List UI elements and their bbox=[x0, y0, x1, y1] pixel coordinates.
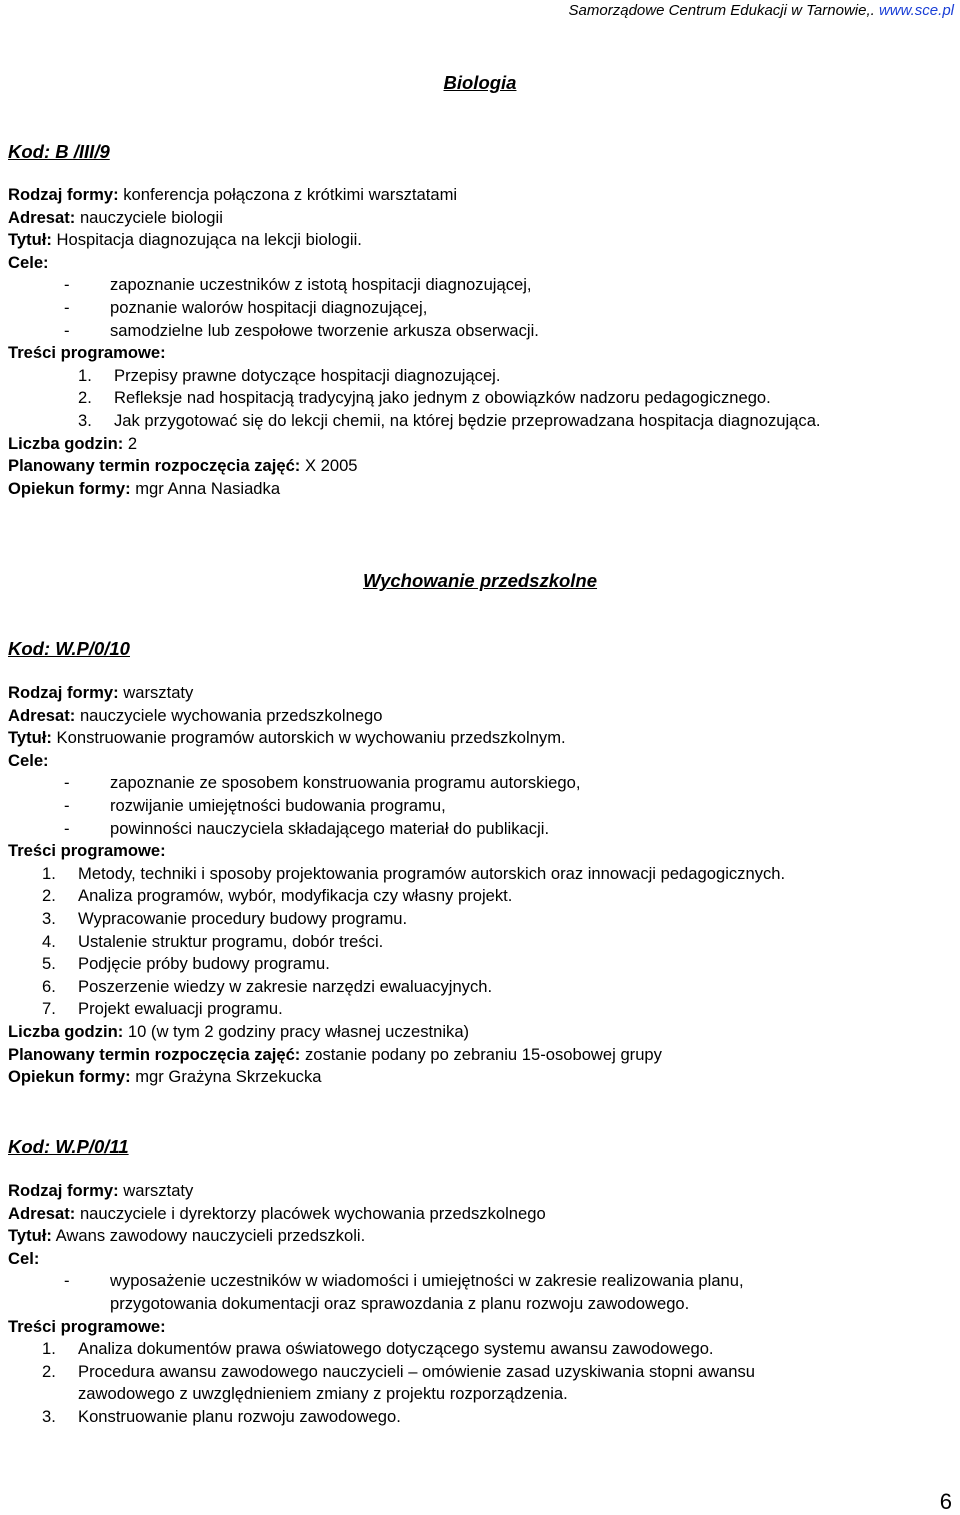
list-item: 3. Jak przygotować się do lekcji chemii, na której będzie przeprowadzana hospitacja diagnozująca. bbox=[78, 410, 821, 430]
section-title-wychowanie: Wychowanie przedszkolne bbox=[362, 570, 598, 591]
course-code: Kod: B /III/9 bbox=[8, 141, 110, 162]
liczba-godzin: Liczba godzin: 10 (w tym 2 godziny pracy własnej uczestnika) bbox=[8, 1021, 470, 1041]
tresci-label: Treści programowe: bbox=[8, 343, 166, 363]
list-item: - zapoznanie uczestników z istotą hospitacji diagnozującej, bbox=[64, 275, 532, 295]
cele-label: Cele: bbox=[8, 750, 49, 770]
running-header bbox=[569, 2, 954, 19]
tresci-list bbox=[8, 1338, 948, 1428]
list-item: 4. Ustalenie struktur programu, dobór treści. bbox=[42, 931, 384, 951]
cele-list bbox=[8, 274, 948, 342]
course-details bbox=[8, 682, 948, 1089]
tresci-label: Treści programowe: bbox=[8, 841, 166, 861]
list-item: 1. Analiza dokumentów prawa oświatowego dotyczącego systemu awansu zawodowego. bbox=[42, 1339, 714, 1359]
rodzaj-formy: Rodzaj formy: warsztaty bbox=[8, 683, 194, 702]
tytul: Tytuł: Konstruowanie programów autorskich w wychowaniu przedszkolnym. bbox=[8, 728, 566, 748]
rodzaj-formy: Rodzaj formy: konferencja połączona z krótkimi warsztatami bbox=[8, 185, 458, 204]
list-item: 3. Wypracowanie procedury budowy programu. bbox=[42, 908, 408, 928]
opiekun-formy: Opiekun formy: mgr Grażyna Skrzekucka bbox=[8, 1067, 322, 1087]
tytul: Tytuł: Hospitacja diagnozująca na lekcji biologii. bbox=[8, 230, 362, 250]
header-link[interactable]: www.sce.pl bbox=[878, 2, 954, 19]
list-item: 7. Projekt ewaluacji programu. bbox=[42, 999, 283, 1019]
list-item: - powinności nauczyciela składającego materiał do publikacji. bbox=[64, 818, 550, 838]
section-title-biologia: Biologia bbox=[443, 72, 517, 93]
list-item: 6. Poszerzenie wiedzy w zakresie narzędzi ewaluacyjnych. bbox=[42, 976, 493, 996]
list-item: - zapoznanie ze sposobem konstruowania programu autorskiego, bbox=[64, 773, 581, 793]
list-item-continuation: zawodowego z uwzględnieniem zmiany z projektu rozporządzenia. bbox=[78, 1384, 568, 1404]
tytul: Tytuł: Awans zawodowy nauczycieli przedszkoli. bbox=[8, 1226, 366, 1246]
course-details bbox=[8, 184, 948, 500]
list-item: 2. Analiza programów, wybór, modyfikacja czy własny projekt. bbox=[42, 886, 513, 906]
list-item: - poznanie walorów hospitacji diagnozującej, bbox=[64, 297, 428, 317]
tresci-label: Treści programowe: bbox=[8, 1316, 166, 1336]
adresat: Adresat: nauczyciele biologii bbox=[8, 207, 223, 227]
planowany-termin: Planowany termin rozpoczęcia zajęć: zostanie podany po zebraniu 15-osobowej grupy bbox=[8, 1044, 662, 1064]
list-item-continuation: przygotowania dokumentacji oraz sprawozdania z planu rozwoju zawodowego. bbox=[110, 1293, 690, 1313]
list-item: - rozwijanie umiejętności budowania programu, bbox=[64, 795, 446, 815]
list-item: 2. Procedura awansu zawodowego nauczycieli – omówienie zasad uzyskiwania stopni awansu bbox=[42, 1361, 756, 1381]
course-details bbox=[8, 1180, 948, 1429]
cele-label: Cele: bbox=[8, 252, 49, 272]
planowany-termin: Planowany termin rozpoczęcia zajęć: X 2005 bbox=[8, 456, 358, 476]
header-text: Samorządowe Centrum Edukacji w Tarnowie,. bbox=[568, 2, 879, 19]
tresci-list bbox=[8, 365, 948, 433]
adresat: Adresat: nauczyciele i dyrektorzy placówek wychowania przedszkolnego bbox=[8, 1203, 546, 1223]
course-code: Kod: W.P/0/11 bbox=[8, 1136, 129, 1157]
cel-list bbox=[8, 1270, 948, 1315]
liczba-godzin: Liczba godzin: 2 bbox=[8, 433, 138, 453]
list-item: 1. Przepisy prawne dotyczące hospitacji diagnozującej. bbox=[78, 365, 501, 385]
rodzaj-formy: Rodzaj formy: warsztaty bbox=[8, 1181, 194, 1200]
list-item: 3. Konstruowanie planu rozwoju zawodowego. bbox=[42, 1406, 401, 1426]
list-item: - wyposażenie uczestników w wiadomości i umiejętności w zakresie realizowania planu, bbox=[64, 1271, 744, 1291]
page-number: 6 bbox=[939, 1489, 952, 1514]
opiekun-formy: Opiekun formy: mgr Anna Nasiadka bbox=[8, 478, 281, 498]
cele-list bbox=[8, 772, 948, 840]
adresat: Adresat: nauczyciele wychowania przedszkolnego bbox=[8, 705, 383, 725]
tresci-list bbox=[8, 863, 948, 1021]
list-item: 1. Metody, techniki i sposoby projektowania programów autorskich oraz innowacji pedagogicznych. bbox=[42, 863, 786, 883]
list-item: 2. Refleksje nad hospitacją tradycyjną jako jednym z obowiązków nadzoru pedagogicznego. bbox=[78, 388, 771, 408]
cel-label: Cel: bbox=[8, 1248, 40, 1268]
list-item: 5. Podjęcie próby budowy programu. bbox=[42, 954, 330, 974]
list-item: - samodzielne lub zespołowe tworzenie arkusza obserwacji. bbox=[64, 320, 539, 340]
course-code: Kod: W.P/0/10 bbox=[8, 638, 130, 659]
